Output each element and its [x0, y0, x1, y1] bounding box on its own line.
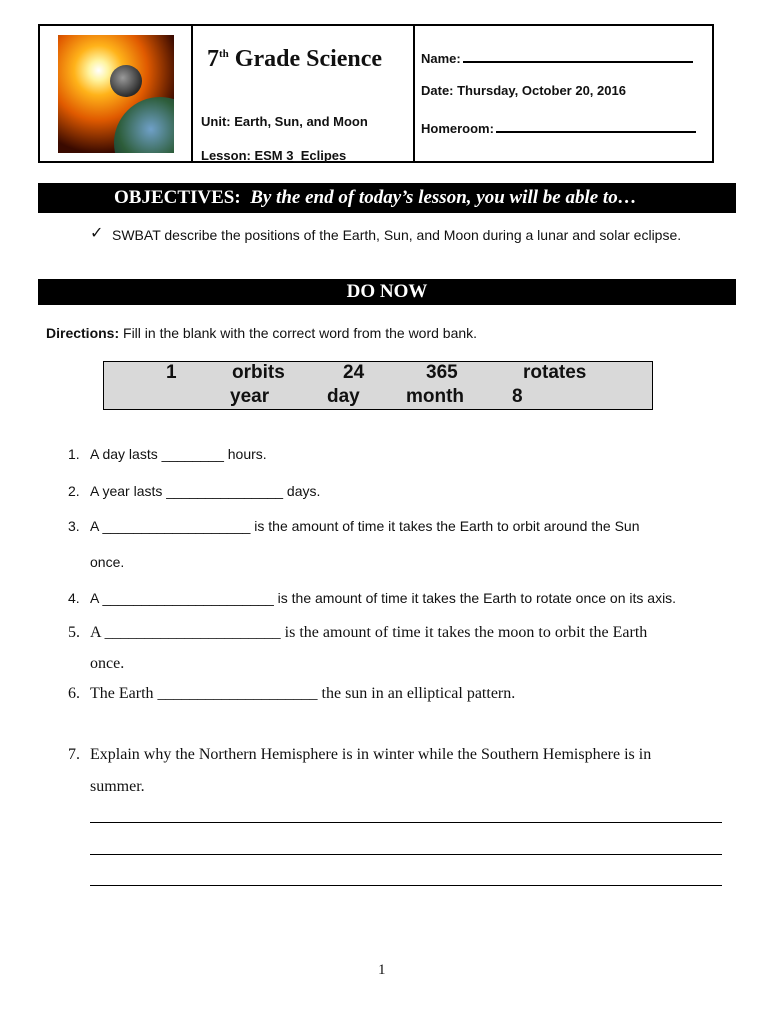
- question-text: A ______________________ is the amount of time it takes the moon to orbit the Earth: [90, 624, 648, 641]
- objective-item: [90, 226, 690, 244]
- directions: [46, 325, 477, 341]
- checkmark-icon: ✓: [90, 225, 104, 242]
- header-title-cell: [193, 26, 415, 161]
- word-bank: [103, 361, 653, 410]
- lesson-label: Lesson: ESM 3_Eclipes: [201, 148, 347, 163]
- question-3-continued: once.: [90, 554, 125, 570]
- word-bank-item: 1: [166, 362, 177, 383]
- question-text: A year lasts _______________ days.: [90, 483, 321, 499]
- word-bank-item: day: [327, 386, 360, 407]
- word-bank-item: rotates: [523, 362, 587, 383]
- page-number: 1: [378, 962, 386, 978]
- solar-eclipse-image: [58, 35, 174, 153]
- question-text: A ___________________ is the amount of time it takes the Earth to orbit around the Sun: [90, 518, 640, 534]
- name-field[interactable]: Name:: [421, 48, 693, 66]
- directions-label: Directions:: [46, 325, 120, 341]
- directions-text: Fill in the blank with the correct word from the word bank.: [119, 325, 478, 341]
- objective-text: SWBAT describe the positions of the Earth, Sun, and Moon during a lunar and solar eclipse.: [112, 227, 682, 243]
- do-now-banner: DO NOW: [38, 279, 736, 305]
- word-bank-item: year: [230, 386, 270, 407]
- objectives-banner: [38, 183, 736, 213]
- question-5-continued: once.: [90, 655, 125, 672]
- header-image-cell: [40, 26, 193, 161]
- question-text: A ______________________ is the amount of time it takes the Earth to rotate once on its axis.: [90, 590, 677, 606]
- answer-line[interactable]: [90, 885, 722, 886]
- question-text: Explain why the Northern Hemisphere is in winter while the Southern Hemisphere is in: [90, 746, 652, 763]
- answer-line[interactable]: [90, 822, 722, 823]
- question-7-continued: summer.: [90, 778, 145, 795]
- page-title: 7th Grade Science: [207, 46, 383, 72]
- unit-label: Unit: Earth, Sun, and Moon: [201, 114, 368, 129]
- header-student-info: [415, 26, 712, 161]
- objectives-heading: OBJECTIVES:: [114, 187, 241, 208]
- worksheet-header: [38, 24, 714, 163]
- word-bank-item: 365: [426, 362, 458, 383]
- word-bank-item: 8: [512, 386, 523, 407]
- homeroom-field[interactable]: Homeroom:: [421, 118, 696, 136]
- date-label: Date: Thursday, October 20, 2016: [421, 83, 626, 98]
- word-bank-item: month: [406, 386, 465, 407]
- objectives-subheading: By the end of today’s lesson, you will be able to…: [250, 187, 637, 208]
- word-bank-item: 24: [343, 362, 365, 383]
- answer-line[interactable]: [90, 854, 722, 855]
- question-text: The Earth ____________________ the sun in an elliptical pattern.: [90, 685, 516, 702]
- question-text: A day lasts ________ hours.: [90, 446, 267, 462]
- word-bank-item: orbits: [232, 362, 285, 383]
